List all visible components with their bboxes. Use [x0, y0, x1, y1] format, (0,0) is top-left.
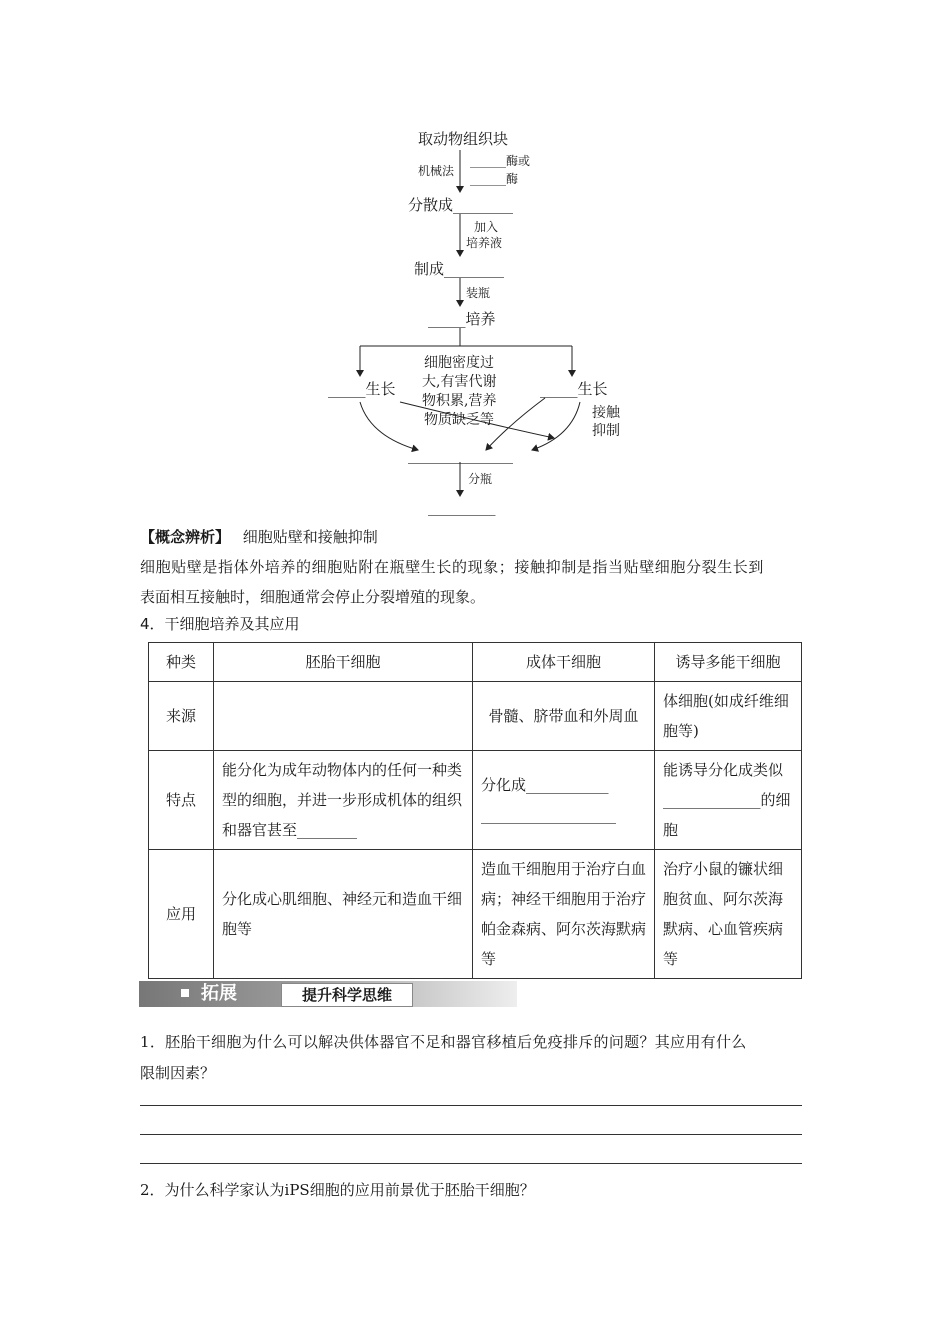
concept-heading [140, 526, 378, 548]
answer-line [140, 1105, 802, 1106]
concept-tag: 【概念辨析】 [140, 528, 231, 546]
flow-label-split: 分瓶 [468, 472, 493, 486]
table-row [149, 682, 802, 751]
flow-step-bottom: _________ [428, 498, 496, 516]
header-embryonic: 胚胎干细胞 [214, 643, 473, 682]
answer-line [140, 1134, 802, 1135]
row-label-source: 来源 [149, 682, 214, 751]
row-label-application: 应用 [149, 850, 214, 979]
flow-center-note-1: 细胞密度过 [424, 355, 494, 371]
question-1-line-1: 1．胚胎干细胞为什么可以解决供体器官不足和器官移植后免疫排斥的问题？其应用有什么 [140, 1033, 747, 1051]
flow-contact-2: 抑制 [592, 423, 620, 439]
flow-step-tissue: 取动物组织块 [418, 130, 509, 148]
table-header-row [149, 643, 802, 682]
table-row [149, 751, 802, 850]
cell-ips-application: 治疗小鼠的镰状细胞贫血、阿尔茨海默病、心血管疾病等 [655, 850, 802, 979]
banner-tag: 拓展 [201, 983, 237, 1004]
flow-label-add: 加入 [474, 220, 499, 234]
question-1-line-2: 限制因素？ [140, 1064, 216, 1082]
extension-banner [139, 971, 519, 1011]
flow-label-enzyme-1: ______酶或 [470, 154, 531, 168]
header-type: 种类 [149, 643, 214, 682]
cell-adult-feature: 分化成___________ __________________ [473, 751, 655, 850]
banner-title: 提升科学思维 [281, 983, 413, 1007]
flow-center-note-4: 物质缺乏等 [424, 412, 494, 428]
flow-label-enzyme-2: ______酶 [470, 172, 519, 186]
cell-adult-application: 造血干细胞用于治疗白血病；神经干细胞用于治疗帕金森病、阿尔茨海默病等 [473, 850, 655, 979]
header-adult: 成体干细胞 [473, 643, 655, 682]
cell-embryonic-feature: 能分化为成年动物体内的任何一种类型的细胞，并进一步形成机体的组织和器官甚至________ [214, 751, 473, 850]
row-label-feature: 特点 [149, 751, 214, 850]
flow-right-growth: _____生长 [540, 380, 608, 398]
square-bullet-icon [181, 989, 189, 997]
table-row [149, 850, 802, 979]
flow-center-note-3: 物积累,营养 [422, 393, 497, 409]
flow-label-medium: 培养液 [466, 236, 503, 250]
flow-left-growth: _____生长 [328, 380, 396, 398]
stem-cell-table [148, 642, 802, 979]
answer-line [140, 1163, 802, 1164]
question-2: 2．为什么科学家认为iPS细胞的应用前景优于胚胎干细胞？ [140, 1181, 535, 1199]
header-ips: 诱导多能干细胞 [655, 643, 802, 682]
flow-center-note-2: 大,有害代谢 [422, 374, 497, 390]
section-4-heading: 4．干细胞培养及其应用 [140, 615, 300, 633]
flow-contact-1: 接触 [592, 405, 620, 421]
cell-ips-source: 体细胞(如成纤维细胞等) [655, 682, 802, 751]
culture-flow-diagram [300, 120, 660, 520]
concept-line-1: 细胞贴壁是指体外培养的细胞贴附在瓶壁生长的现象；接触抑制是指当贴壁细胞分裂生长到 [140, 558, 765, 576]
cell-embryonic-source [214, 682, 473, 751]
cell-adult-source: 骨髓、脐带血和外周血 [473, 682, 655, 751]
flow-label-bottle: 装瓶 [466, 286, 491, 300]
concept-title: 细胞贴壁和接触抑制 [242, 528, 378, 546]
flow-step-make: 制成________ [414, 260, 505, 278]
flow-step-merge: ______________ [408, 446, 513, 464]
flow-step-culture: _____培养 [428, 310, 496, 328]
cell-embryonic-application: 分化成心肌细胞、神经元和造血干细胞等 [214, 850, 473, 979]
cell-ips-feature: 能诱导分化成类似_____________的细胞 [655, 751, 802, 850]
concept-line-2: 表面相互接触时，细胞通常会停止分裂增殖的现象。 [140, 588, 486, 606]
flow-step-disperse: 分散成________ [408, 196, 514, 214]
flow-label-mechanical: 机械法 [418, 164, 455, 178]
